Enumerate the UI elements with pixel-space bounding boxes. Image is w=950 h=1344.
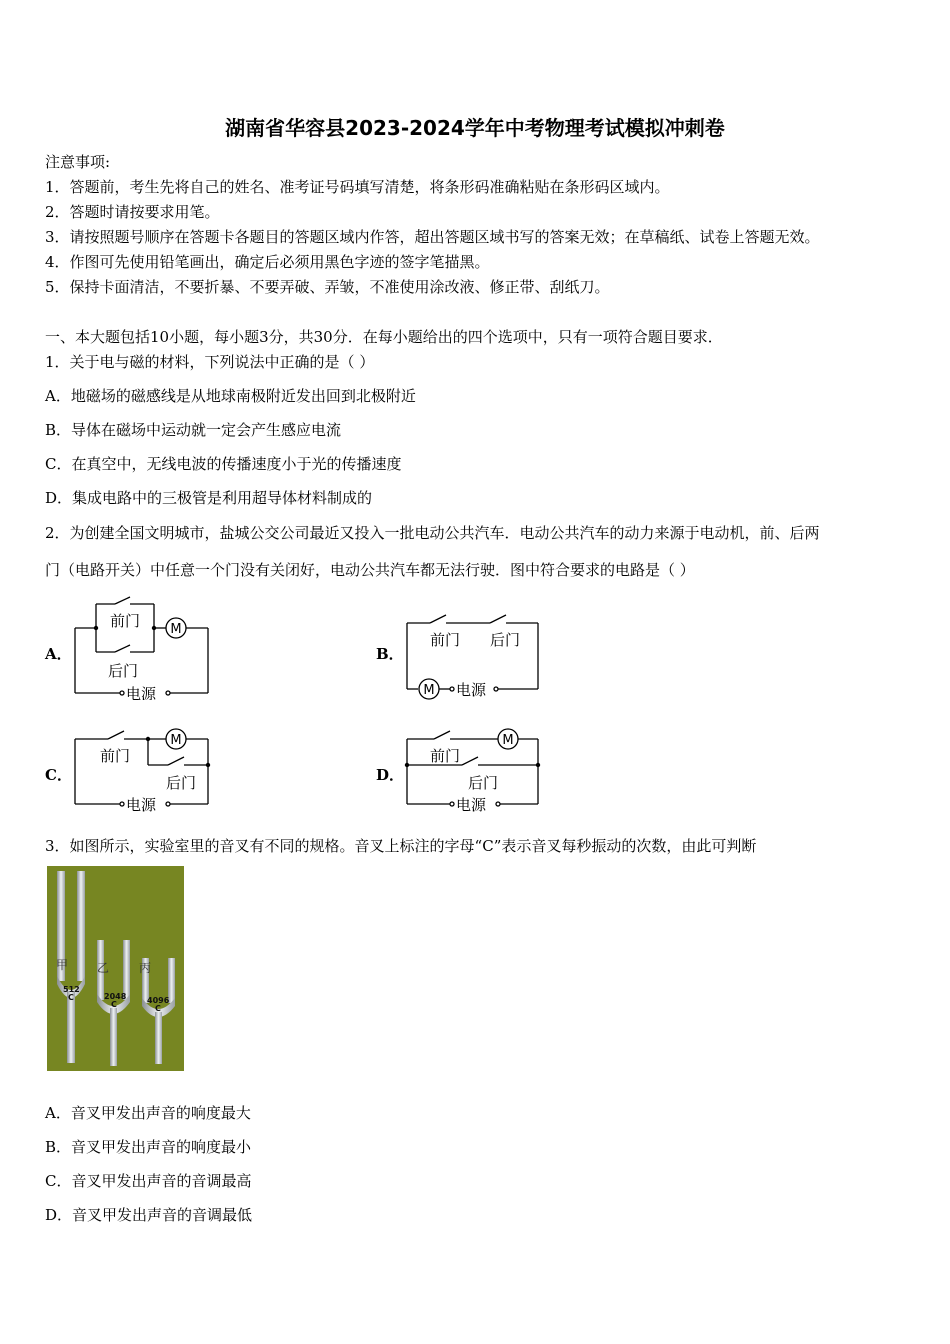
notice-heading: 注意事项: <box>45 153 111 171</box>
svg-text:C: C <box>111 1000 117 1009</box>
back-door-label: 后门 <box>108 662 139 680</box>
circuit-c-diagram <box>70 722 215 822</box>
front-door-label: 前门 <box>430 747 461 765</box>
circuit-b-letter: B． <box>376 645 404 663</box>
motor-label: M <box>502 733 514 748</box>
notice-item: 2．答题时请按要求用笔。 <box>45 203 220 221</box>
svg-text:512: 512 <box>63 985 80 994</box>
circuit-d-letter: D． <box>376 766 405 784</box>
circuit-a-letter: A． <box>45 645 72 663</box>
svg-text:乙: 乙 <box>97 961 110 975</box>
question-1-stem: 1．关于电与磁的材料，下列说法中正确的是（ ） <box>45 353 375 371</box>
circuit-b-diagram <box>400 605 545 705</box>
notice-item: 5．保持卡面清洁，不要折暴、不要弄破、弄皱，不准使用涂改液、修正带、刮纸刀。 <box>45 278 610 296</box>
question-3-option-d: D．音叉甲发出声音的音调最低 <box>45 1206 253 1224</box>
circuit-c-letter: C． <box>45 766 72 784</box>
power-source-label: 电源 <box>456 796 487 814</box>
svg-text:甲: 甲 <box>56 958 69 972</box>
back-door-label: 后门 <box>166 774 197 792</box>
notice-item: 1．答题前，考生先将自己的姓名、准考证号码填写清楚，将条形码准确粘贴在条形码区域内。 <box>45 178 670 196</box>
power-source-label: 电源 <box>126 685 157 700</box>
front-door-label: 前门 <box>430 631 461 649</box>
motor-label: M <box>423 683 435 698</box>
question-2-stem-line1: 2．为创建全国文明城市，盐城公交公司最近又投入一批电动公共汽车．电动公共汽车的动力来源于电动机，前、后两 <box>45 524 820 542</box>
question-3-option-b: B．音叉甲发出声音的响度最小 <box>45 1138 252 1156</box>
question-2-stem-line2: 门（电路开关）中任意一个门没有关闭好，电动公共汽车都无法行驶．图中符合要求的电路是（ ） <box>45 561 695 579</box>
notice-item: 4．作图可先使用铅笔画出，确定后必须用黑色字迹的签字笔描黑。 <box>45 253 490 271</box>
svg-text:4096: 4096 <box>147 996 170 1005</box>
question-1-option-c: C．在真空中，无线电波的传播速度小于光的传播速度 <box>45 455 402 473</box>
power-source-label: 电源 <box>126 796 157 814</box>
front-door-label: 前门 <box>100 747 131 765</box>
notice-item: 3．请按照题号顺序在答题卡各题目的答题区域内作答，超出答题区域书写的答案无效；在草稿纸、试卷上答题无效。 <box>45 228 820 246</box>
motor-label: M <box>170 733 182 748</box>
svg-text:2048: 2048 <box>104 992 127 1001</box>
svg-text:C: C <box>68 993 74 1002</box>
section-heading: 一、本大题包括10小题，每小题3分，共30分．在每小题给出的四个选项中，只有一项符合题目要求． <box>45 328 723 346</box>
front-door-label: 前门 <box>110 612 141 630</box>
svg-text:C: C <box>155 1004 161 1013</box>
page-title: 湖南省华容县2023-2024学年中考物理考试模拟冲刺卷 <box>225 116 725 140</box>
power-source-label: 电源 <box>456 681 487 699</box>
question-3-option-a: A．音叉甲发出声音的响度最大 <box>45 1104 251 1122</box>
motor-label: M <box>170 622 182 637</box>
question-1-option-b: B．导体在磁场中运动就一定会产生感应电流 <box>45 421 342 439</box>
back-door-label: 后门 <box>468 774 499 792</box>
svg-text:丙: 丙 <box>139 961 152 975</box>
tuning-fork-photo <box>47 866 184 1071</box>
question-1-option-d: D．集成电路中的三极管是利用超导体材料制成的 <box>45 489 373 507</box>
back-door-label: 后门 <box>490 631 521 649</box>
question-1-option-a: A．地磁场的磁感线是从地球南极附近发出回到北极附近 <box>45 387 416 405</box>
question-3-stem: 3．如图所示，实验室里的音叉有不同的规格。音叉上标注的字母“C”表示音叉每秒振动的次数，由此可判断 <box>45 837 757 855</box>
circuit-d-diagram <box>400 722 545 822</box>
circuit-a-diagram <box>70 590 215 700</box>
question-3-option-c: C．音叉甲发出声音的音调最高 <box>45 1172 252 1190</box>
